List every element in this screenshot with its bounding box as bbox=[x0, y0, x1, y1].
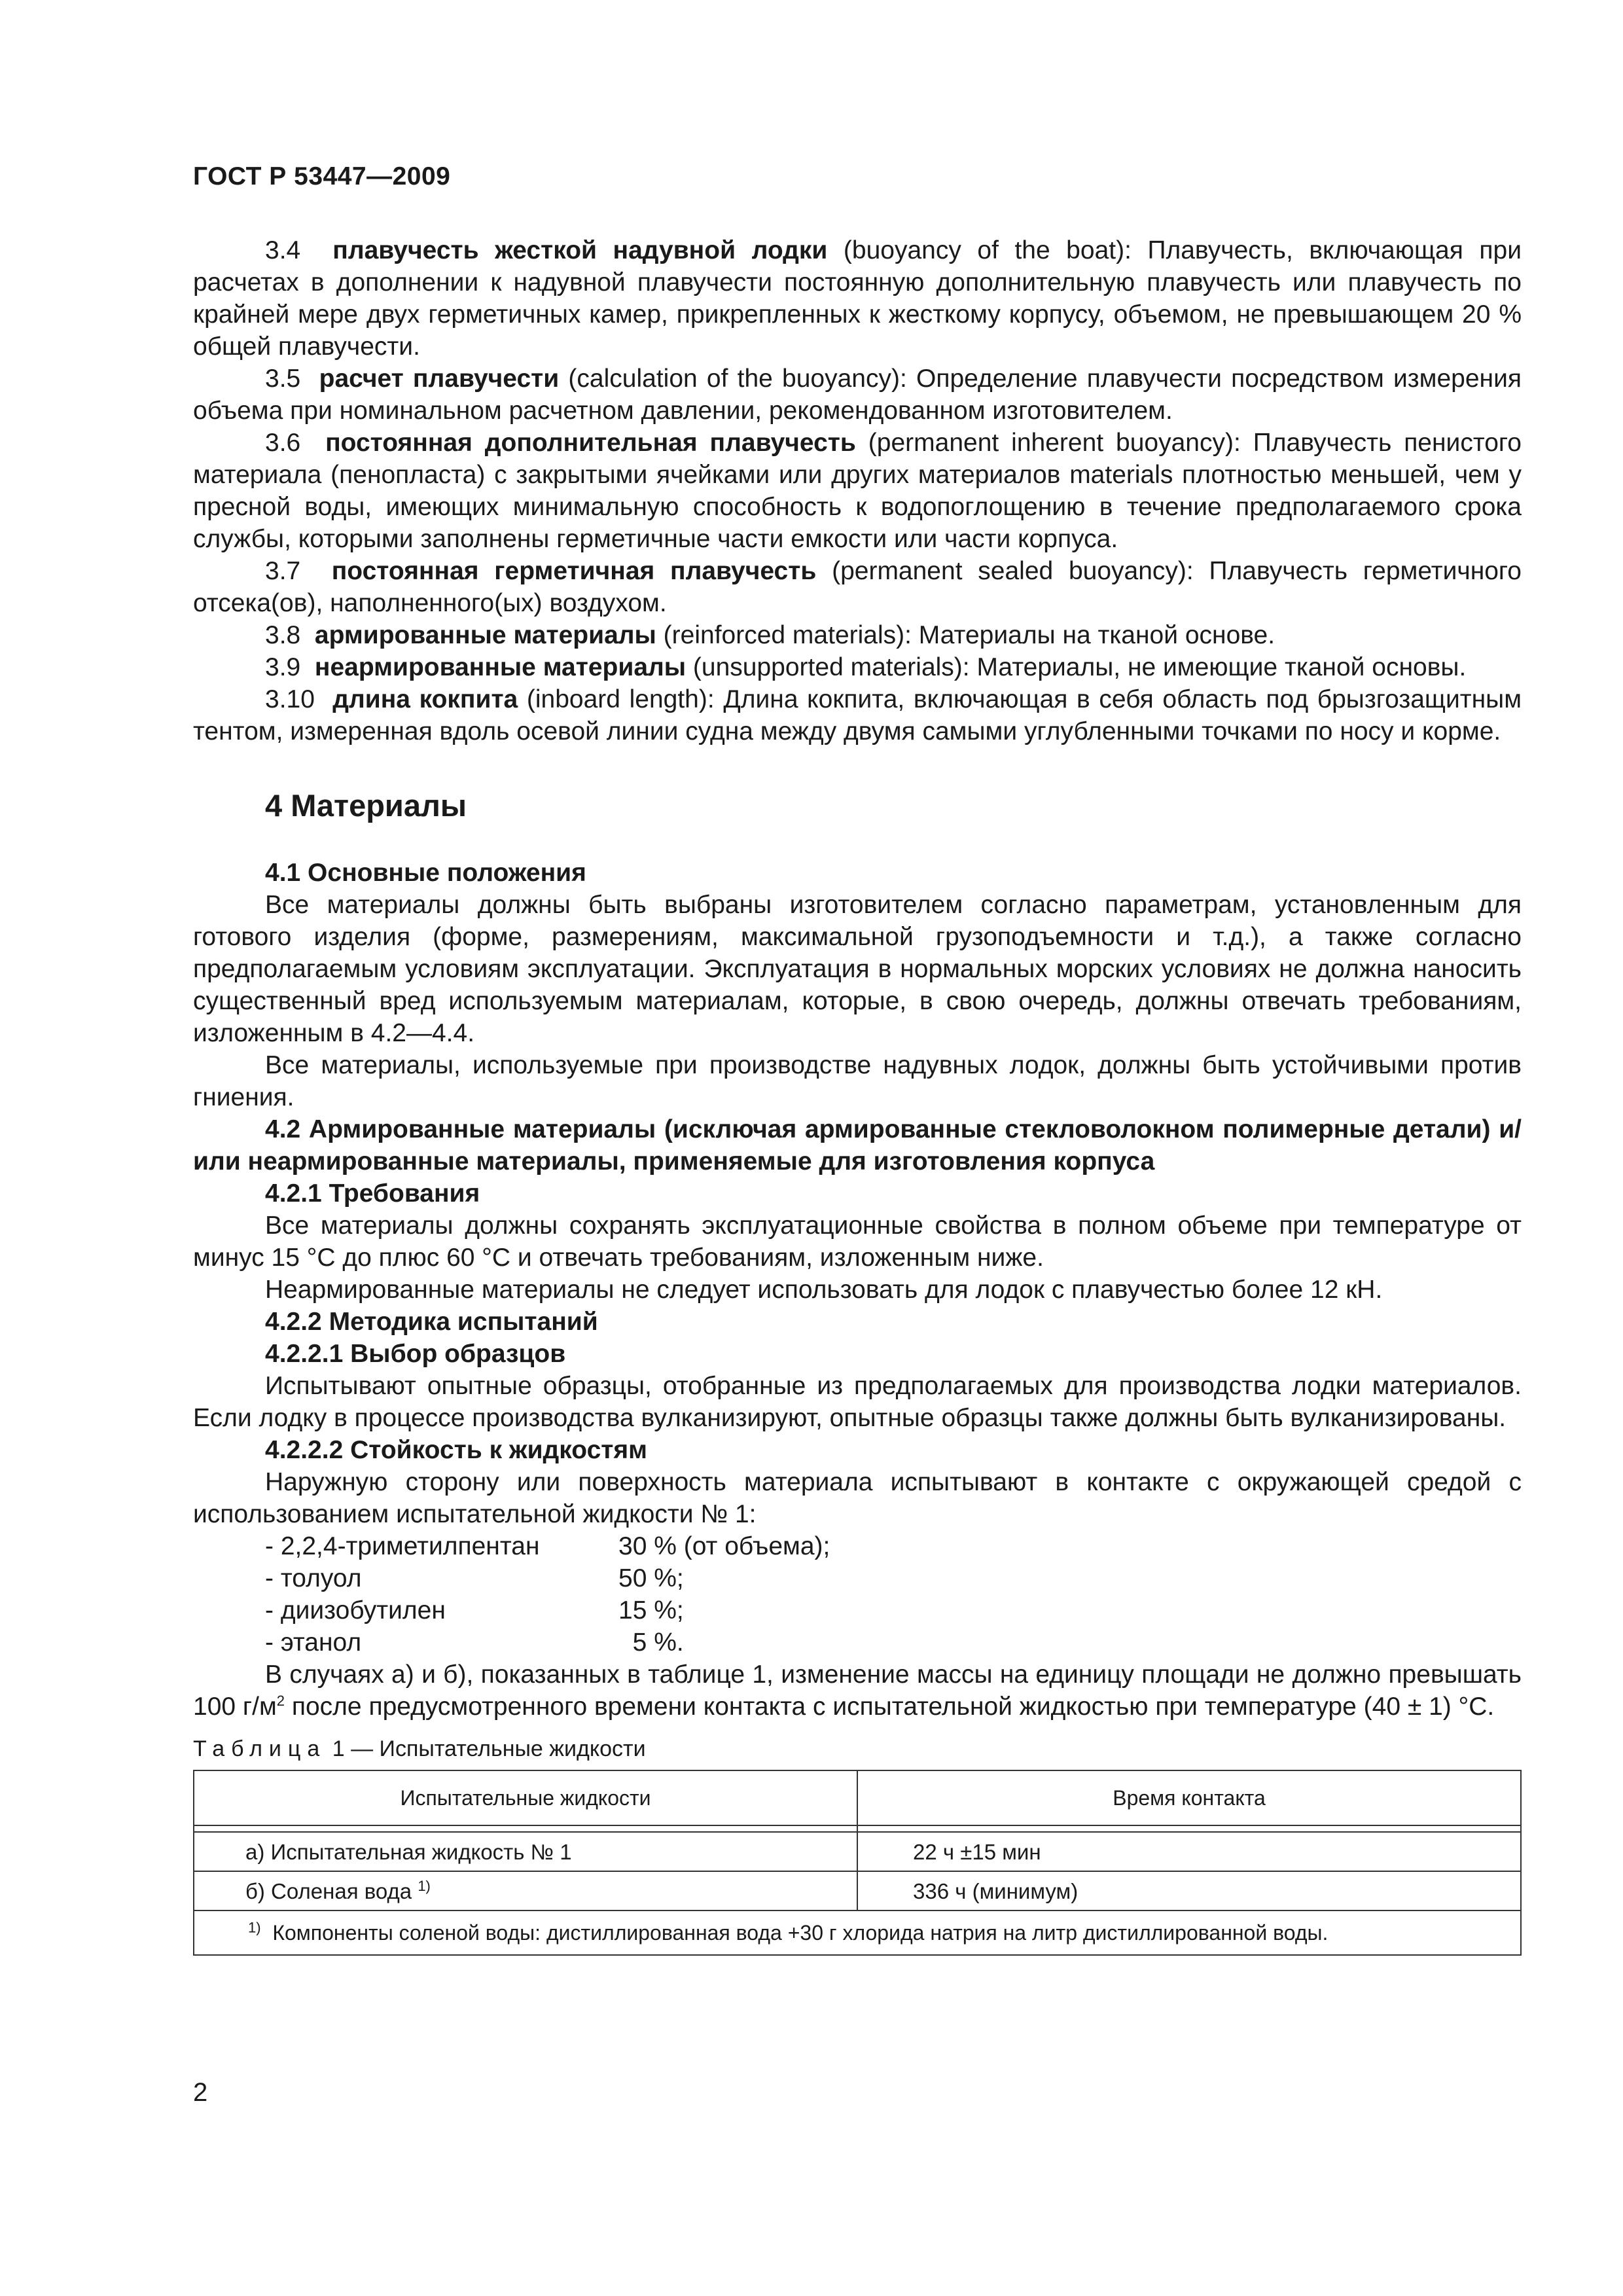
paragraph: Все материалы должны быть выбраны изготовителем согласно параметрам, установленным для готового изделия (форме, размерениям, максимальной грузоподъемности и т.д.), а также согласно предполагаемым условиям эксплуатации. Эксплуатация в нормальных морских условиях не должна наносить существенный вред используемым материалам, которые, в свою очередь, должны отвечать требованиям, изложенным в 4.2—4.4. bbox=[193, 891, 1522, 1047]
table-row bbox=[194, 1871, 1521, 1910]
definition-3-9: 3.9 неармированные материалы (unsupported materials): Материалы, не имеющие тканой основы. bbox=[265, 653, 1467, 681]
definition-3-5: 3.5 расчет плавучести (calculation of the buoyancy): Определение плавучести посредством измерения объема при номинальном расчетном давлении, рекомендованном изготовителем. bbox=[193, 365, 1522, 425]
column-header: Время контакта bbox=[857, 1770, 1521, 1825]
list-item bbox=[265, 1594, 1522, 1626]
definition-3-8: 3.8 армированные материалы (reinforced materials): Материалы на тканой основе. bbox=[265, 621, 1275, 649]
liquid-share: 15 %; bbox=[618, 1596, 684, 1624]
liquid-share: 50 %; bbox=[618, 1564, 684, 1592]
subsection-heading-4-2-1: 4.2.1 Требования bbox=[265, 1179, 480, 1208]
paragraph: Наружную сторону или поверхность материала испытывают в контакте с окружающей средой с использованием испытательной жидкости № 1: bbox=[193, 1468, 1522, 1528]
liquid-name: - толуол bbox=[265, 1564, 362, 1592]
paragraph: Все материалы, используемые при производстве надувных лодок, должны быть устойчивыми против гниения. bbox=[193, 1051, 1522, 1111]
table-caption: Таблица 1 — Испытательные жидкости bbox=[193, 1736, 646, 1761]
definition-3-4: 3.4 плавучесть жесткой надувной лодки (buoyancy of the boat): Плавучесть, включающая при расчетах в дополнении к надувной плавучести постоянную дополнительную плавучесть или плавучесть по крайней мере двух герметичных камер, прикрепленных к жесткому корпусу, объемом, не превышающем 20 % общей плавучести. bbox=[193, 236, 1522, 361]
table-header-row bbox=[194, 1770, 1521, 1825]
list-item bbox=[265, 1562, 1522, 1594]
column-header: Испытательные жидкости bbox=[194, 1770, 857, 1825]
liquid-composition-list bbox=[265, 1530, 1522, 1659]
definition-term: армированные материалы bbox=[314, 621, 656, 649]
liquid-name: - диизобутилен bbox=[265, 1596, 446, 1624]
liquid-share: 5 %. bbox=[618, 1628, 684, 1657]
page-content bbox=[193, 234, 1522, 1956]
definition-3-10: 3.10 длина кокпита (inboard length): Длина кокпита, включающая в себя область под брызгозащитным тентом, измеренная вдоль осевой линии судна между двумя самыми углубленными точками по носу и корме. bbox=[193, 685, 1522, 745]
table-footnote-row bbox=[194, 1910, 1521, 1955]
subsection-heading-4-2-2: 4.2.2 Методика испытаний bbox=[265, 1308, 598, 1336]
subsection-heading-4-2-2-2: 4.2.2.2 Стойкость к жидкостям bbox=[265, 1436, 648, 1464]
liquid-name: - этанол bbox=[265, 1628, 362, 1657]
definition-term: постоянная герметичная плавучесть bbox=[331, 557, 817, 585]
definition-3-6: 3.6 постоянная дополнительная плавучесть (permanent inherent buoyancy): Плавучесть пенистого материала (пенопласта) с закрытыми ячейками или других материалов materials плотностью меньшей, чем у пресной воды, имеющих минимальную способность к водопоглощению в течение предполагаемого срока службы, которыми заполнены герметичные части емкости или части корпуса. bbox=[193, 429, 1522, 553]
table-cell: 22 ч ±15 мин bbox=[857, 1832, 1521, 1871]
paragraph: Все материалы должны сохранять эксплуатационные свойства в полном объеме при температуре от минус 15 °С до плюс 60 °С и отвечать требованиям, изложенным ниже. bbox=[193, 1211, 1522, 1272]
paragraph: Неармированные материалы не следует использовать для лодок с плавучестью более 12 кН. bbox=[265, 1276, 1383, 1304]
document-code: ГОСТ Р 53447—2009 bbox=[193, 162, 451, 190]
list-item bbox=[265, 1626, 1522, 1659]
liquid-name: - 2,2,4-триметилпентан bbox=[265, 1532, 540, 1560]
page-number: 2 bbox=[193, 2078, 208, 2107]
definition-term: длина кокпита bbox=[332, 685, 518, 713]
table-cell: б) Соленая вода $^{1)}$ bbox=[194, 1871, 857, 1910]
table-cell: а) Испытательная жидкость № 1 bbox=[194, 1832, 857, 1871]
definition-term: неармированные материалы bbox=[314, 653, 687, 681]
definition-term: постоянная дополнительная плавучесть bbox=[325, 429, 856, 457]
list-item bbox=[265, 1530, 1522, 1562]
header-separator bbox=[194, 1825, 1521, 1832]
table-footnote: $^{1)}$ Компоненты соленой воды: дистиллированная вода +30 г хлорида натрия на литр дистиллированной воды. bbox=[194, 1910, 1521, 1955]
paragraph: Испытывают опытные образцы, отобранные из предполагаемых для производства лодки материалов. Если лодку в процессе производства вулканизируют, опытные образцы также должны быть вулканизированы. bbox=[193, 1372, 1522, 1432]
subsection-heading-4-2: 4.2 Армированные материалы (исключая армированные стекловолокном полимерные детали) и/или неармированные материалы, применяемые для изготовления корпуса bbox=[193, 1115, 1522, 1175]
liquid-share: 30 % (от объема); bbox=[618, 1532, 830, 1560]
section-heading-4: 4 Материалы bbox=[265, 788, 467, 823]
table-row bbox=[194, 1832, 1521, 1871]
subsection-heading-4-1: 4.1 Основные положения bbox=[265, 859, 586, 887]
definition-term: расчет плавучести bbox=[319, 365, 560, 393]
definition-term: плавучесть жесткой надувной лодки bbox=[332, 236, 828, 264]
definition-3-7: 3.7 постоянная герметичная плавучесть (permanent sealed buoyancy): Плавучесть герметичного отсека(ов), наполненного(ых) воздухом. bbox=[193, 557, 1522, 617]
table-cell: 336 ч (минимум) bbox=[857, 1871, 1521, 1910]
test-liquids-table bbox=[193, 1770, 1522, 1956]
paragraph: В случаях а) и б), показанных в таблице 1, изменение массы на единицу площади не должно превышать 100 $г/м^2$ после предусмотренного времени контакта с испытательной жидкостью при температуре (40 ± 1) °С. bbox=[193, 1660, 1522, 1721]
subsection-heading-4-2-2-1: 4.2.2.1 Выбор образцов bbox=[265, 1340, 566, 1368]
